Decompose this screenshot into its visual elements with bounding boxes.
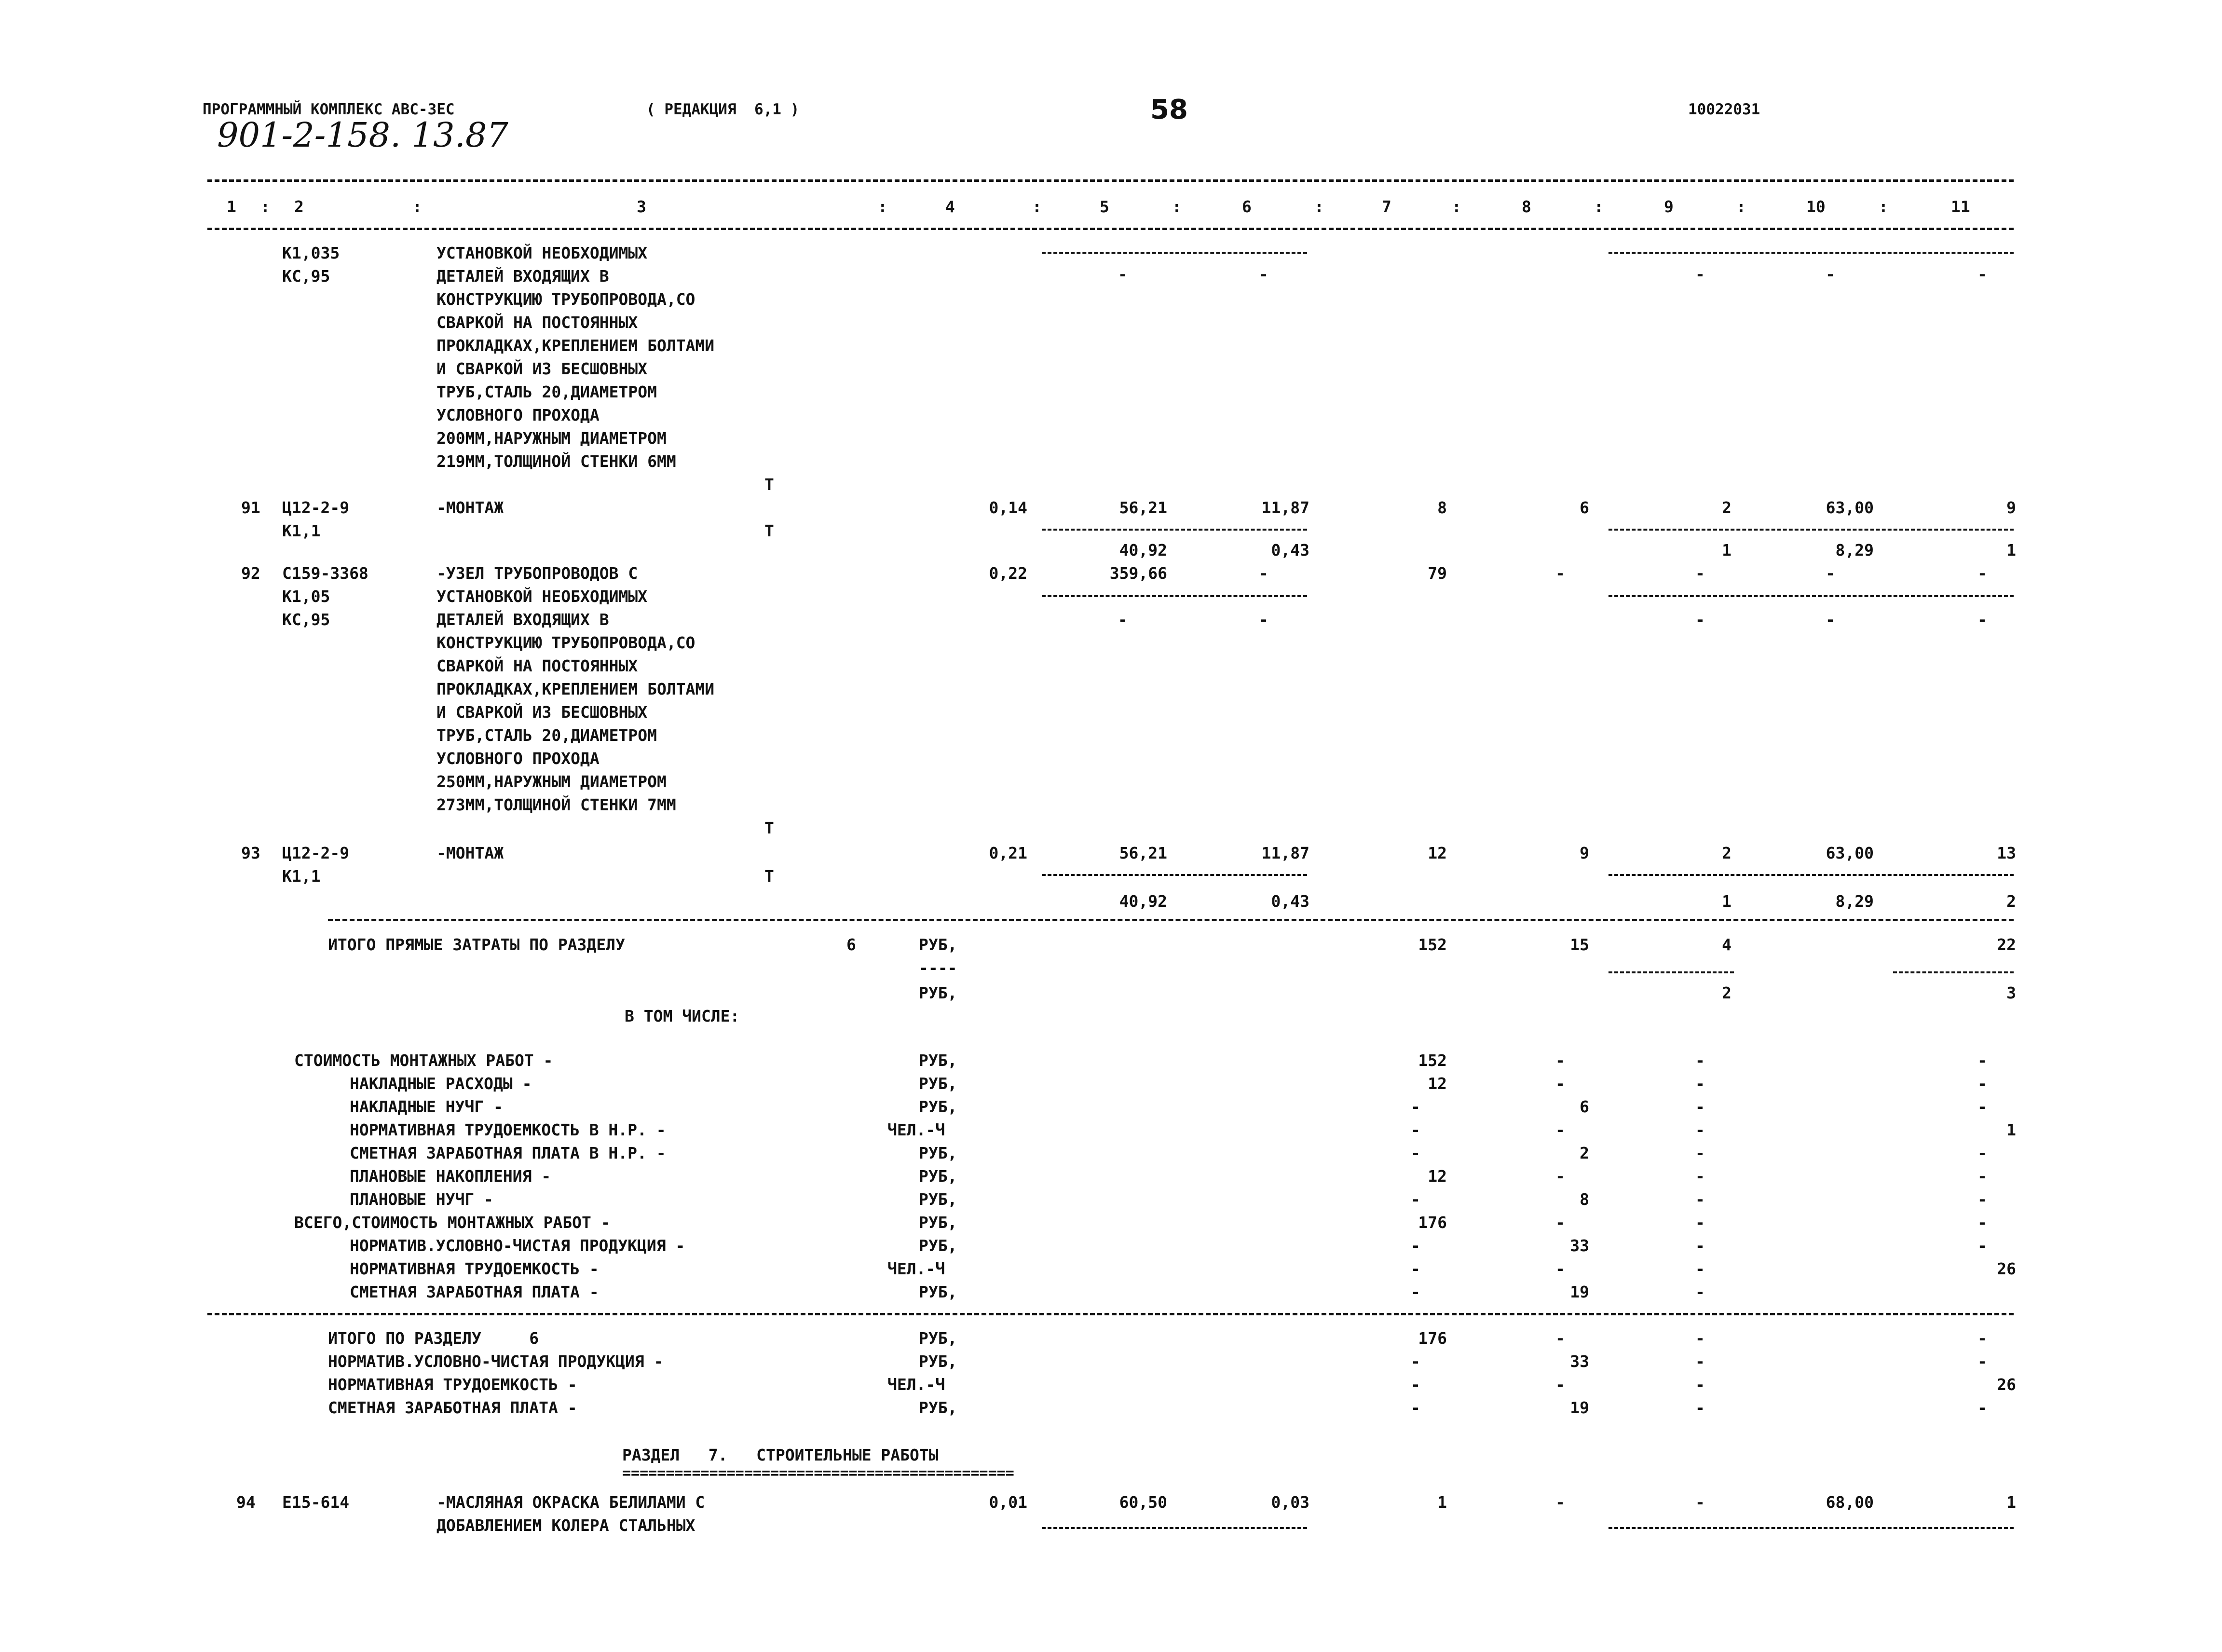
section-title-underline: =============================================: [622, 1465, 1014, 1482]
totals-rule: [328, 919, 2014, 921]
section-total-rule: [207, 1313, 2014, 1315]
col-7: 7: [1382, 197, 1391, 216]
col-6: 6: [1242, 197, 1252, 216]
header-bottom-rule: [207, 228, 2014, 230]
edition-label: ( РЕДАКЦИЯ 6,1 ): [646, 101, 800, 118]
document-code: 10022031: [1688, 101, 1760, 118]
col-2: 2: [294, 197, 304, 216]
handwritten-code: 901-2-158. 13.87: [217, 115, 508, 155]
program-name: ПРОГРАММНЫЙ КОМПЛЕКС АВС-3ЕС: [203, 101, 455, 118]
section-title: РАЗДЕЛ 7. СТРОИТЕЛЬНЫЕ РАБОТЫ: [622, 1446, 939, 1464]
col-4: 4: [945, 197, 955, 216]
top-rule: [207, 179, 2014, 182]
col-8: 8: [1522, 197, 1531, 216]
page-number: 58: [1150, 94, 1188, 125]
col-10: 10: [1806, 197, 1826, 216]
col-1: 1: [227, 197, 236, 216]
col-5: 5: [1100, 197, 1109, 216]
col-3: 3: [637, 197, 646, 216]
coeff-kc: КС,95: [282, 267, 330, 286]
including-label: В ТОМ ЧИСЛЕ:: [625, 1007, 740, 1025]
coeff-k1: К1,035: [282, 244, 340, 262]
col-9: 9: [1664, 197, 1674, 216]
col-11: 11: [1951, 197, 1970, 216]
